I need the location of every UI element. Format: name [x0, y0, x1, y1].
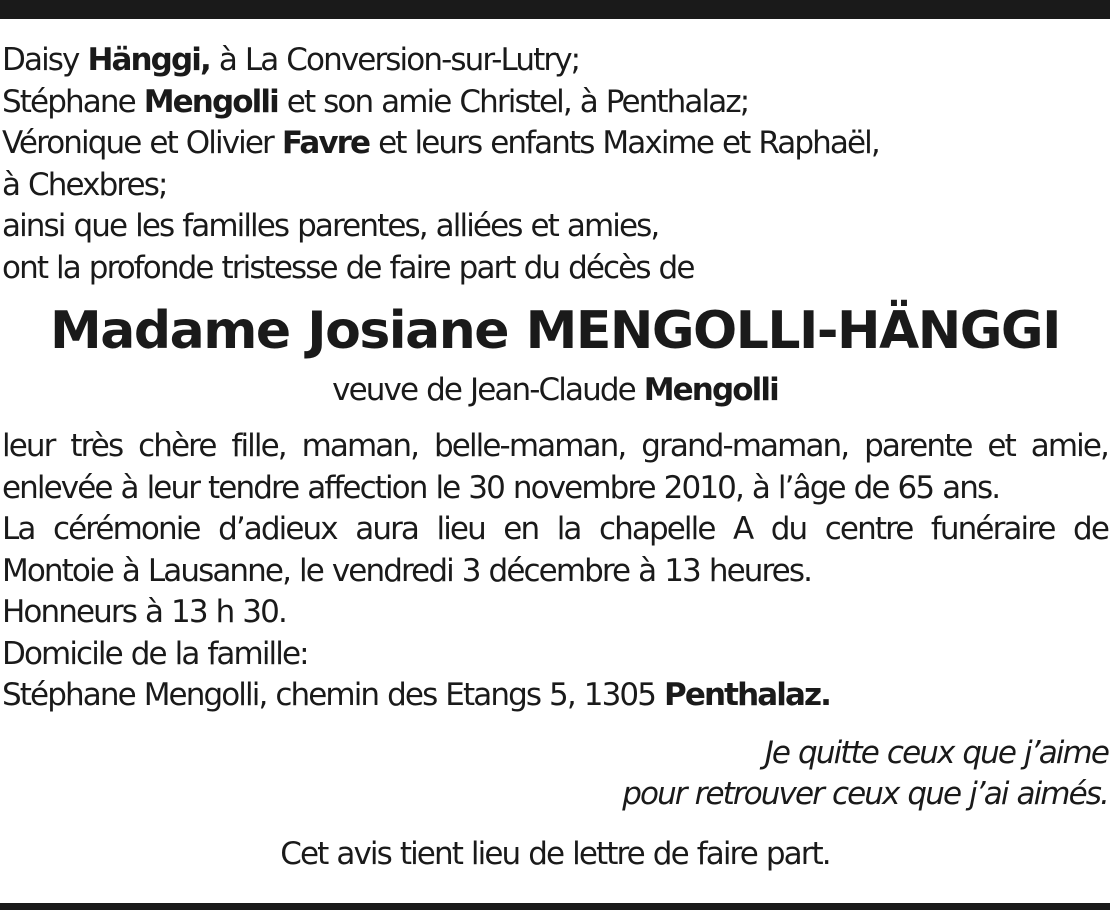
mourner-text: et leurs enfants Maxime et Raphaël,: [369, 125, 879, 161]
mourner-text: ont la profonde tristesse de faire part du décès de: [2, 249, 694, 286]
body-line: leur très chère fille, maman, belle-maman, grand-maman, parente et amie,: [2, 428, 1108, 464]
mourner-line: [2, 206, 1108, 248]
obituary-notice: [2, 40, 1108, 875]
mourner-text: Véronique et Olivier: [2, 125, 282, 161]
mourner-text: et son amie Christel, à Penthalaz;: [277, 83, 749, 120]
widow-of-line: [2, 369, 1108, 412]
mourner-text: ainsi que les familles parentes, alliées et amies,: [2, 208, 659, 244]
body-line: Domicile de la famille:: [2, 635, 308, 672]
body-line: enlevée à leur tendre affection le 30 novembre 2010, à l’âge de 65 ans.: [2, 469, 1000, 506]
mourner-surname: Hänggi,: [87, 42, 210, 78]
address-town: Penthalaz.: [664, 677, 831, 713]
closing-note: Cet avis tient lieu de lettre de faire part.: [280, 835, 830, 872]
top-rule: [0, 0, 1110, 19]
quote-line: Je quitte ceux que j’aime: [764, 734, 1108, 771]
widow-of-surname: Mengolli: [643, 372, 778, 408]
address-text: Stéphane Mengolli, chemin des Etangs 5, 1305: [2, 677, 665, 713]
address-line: [2, 675, 1108, 717]
mourner-surname: Mengolli: [143, 83, 278, 120]
mourner-line: [2, 165, 1108, 207]
widow-of-text: veuve de Jean-Claude: [332, 372, 644, 408]
mourner-surname: Favre: [281, 125, 370, 161]
mourner-line: [2, 123, 1108, 165]
mourner-line: [2, 40, 1108, 82]
quote-line: pour retrouver ceux que j’ai aimés.: [622, 776, 1108, 812]
mourner-line: [2, 248, 1108, 290]
bottom-rule: [0, 903, 1110, 910]
body-line: Honneurs à 13 h 30.: [2, 594, 286, 630]
mourner-line: [2, 82, 1108, 124]
mourner-text: Daisy: [2, 42, 88, 78]
mourner-text: à Chexbres;: [2, 166, 167, 203]
mourner-text: à La Conversion-sur-Lutry;: [209, 42, 580, 78]
body-line: La cérémonie d’adieux aura lieu en la chapelle A du centre funéraire de: [2, 511, 1108, 547]
mourner-text: Stéphane: [2, 83, 144, 120]
body-line: Montoie à Lausanne, le vendredi 3 décembre à 13 heures.: [2, 552, 812, 589]
deceased-name: Madame Josiane MENGOLLI-HÄNGGI: [50, 301, 1060, 361]
